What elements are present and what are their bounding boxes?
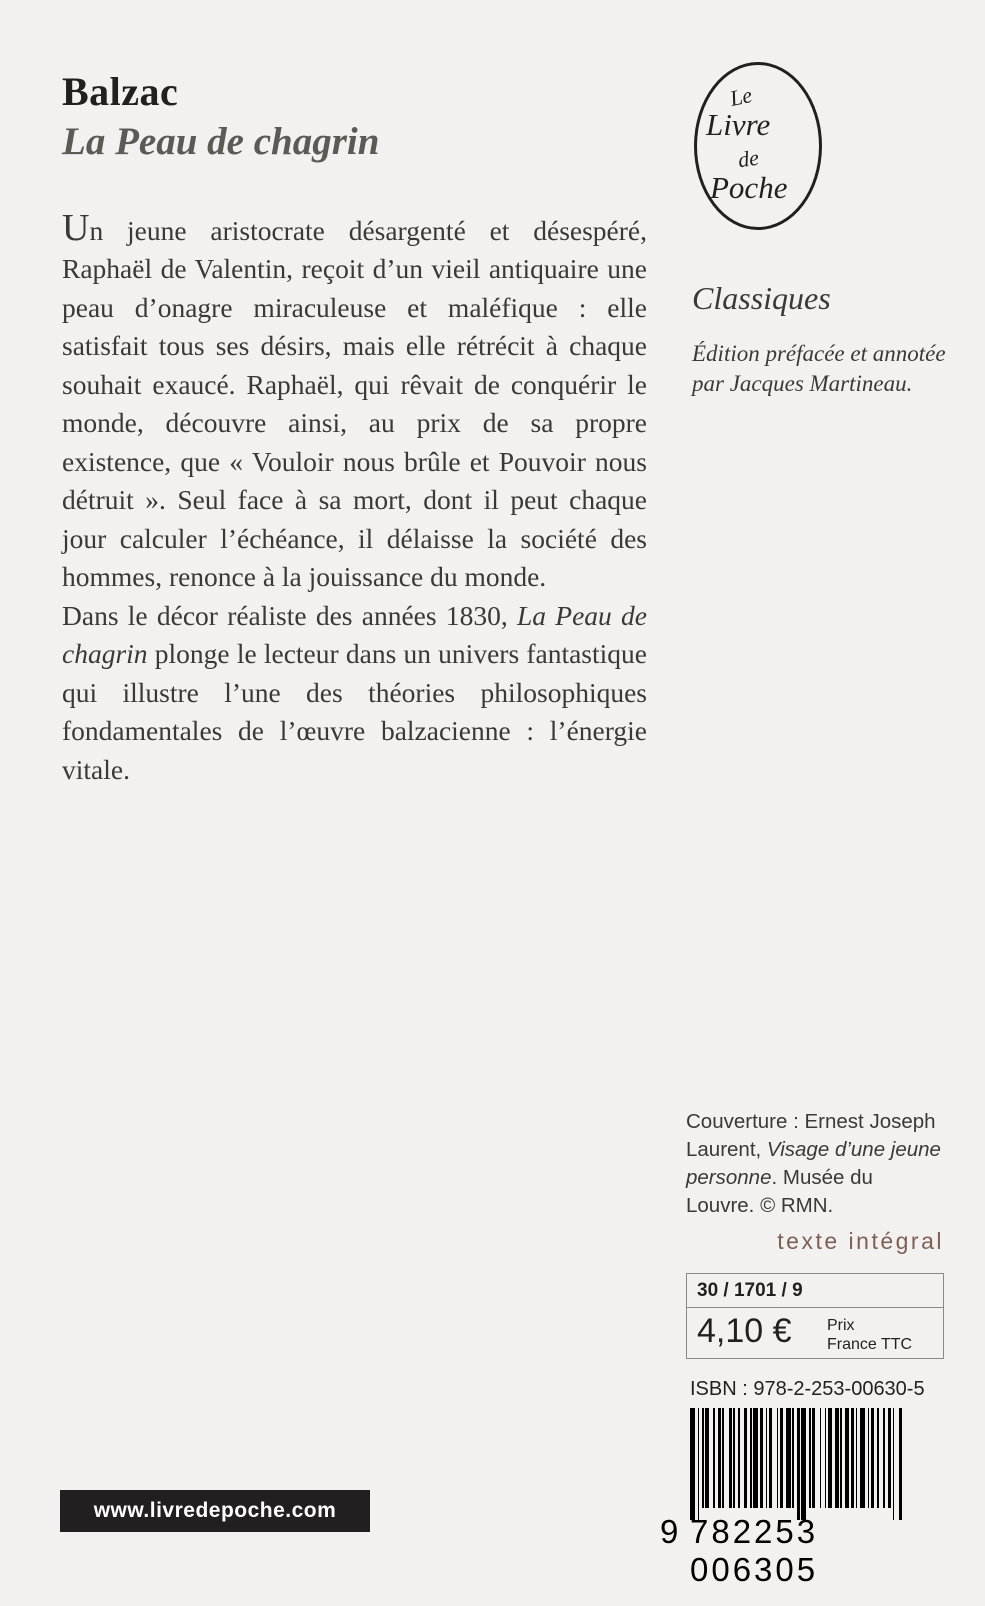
edition-note: Édition préfacée et annotée par Jacques Martineau. (692, 341, 946, 396)
blurb-p2-part2: plonge le lecteur dans un univers fantastique qui illustre l’une des théories philosophiques fondamentales de l’œuvre balzacienne : l’énergie vitale. (62, 638, 647, 785)
barcode-bars (690, 1408, 948, 1520)
book-title: La Peau de chagrin (62, 120, 380, 163)
logo-text (694, 62, 822, 230)
price-code: 30 / 1701 / 9 (697, 1280, 803, 1301)
blurb-paragraph-2 (62, 597, 647, 790)
cover-credit-artwork-2: d’une jeune personne (686, 1138, 941, 1189)
cover-credit-artwork-punct: . (771, 1166, 778, 1189)
barcode (660, 1408, 948, 1588)
cover-credit (686, 1108, 944, 1220)
blurb-paragraph-1: Un jeune aristocrate désargenté et désespéré, Raphaël de Valentin, reçoit d’un vieil antiquaire une peau d’onagre miraculeuse et maléfique : elle satisfait tous ses désirs, mais elle rétrécit à chaque souhait exaucé. Raphaël, qui rêvait de conquérir le monde, découvre ainsi, au prix de sa propre existence, que « Vouloir nous brûle et Pouvoir nous détruit ». Seul face à sa mort, dont il peut chaque jour calculer l’échéance, il délaisse la société des hommes, renonce à la jouissance du monde. (62, 206, 647, 593)
cover-credit-line-2: Joseph Laurent, (686, 1110, 936, 1161)
publisher-column (684, 62, 946, 399)
price-label-line-1: Prix (827, 1317, 855, 1334)
texte-integral-label: texte intégral (777, 1228, 944, 1254)
price-divider (687, 1307, 943, 1308)
author-name: Balzac (62, 69, 179, 114)
blurb-p2-part1: Dans le décor réaliste des années 1830, (62, 599, 517, 631)
logo-line-livre: Livre (706, 107, 771, 142)
logo-line-de: de (736, 144, 761, 173)
blurb-text (62, 206, 647, 790)
isbn-text: ISBN : 978-2-253-00630-5 (690, 1378, 925, 1400)
blurb-p2-title: La Peau de chagrin (62, 599, 647, 670)
price-label-line-2: France TTC (827, 1336, 913, 1353)
website-badge[interactable] (60, 1490, 370, 1532)
price-label (827, 1316, 912, 1354)
website-url: www.livredepoche.com (93, 1499, 337, 1522)
cover-credit-artwork-1: Visage (766, 1138, 830, 1161)
cover-credit-line-4: Musée du Louvre. © RMN. (686, 1166, 873, 1217)
price-box (686, 1273, 944, 1359)
price-value: 4,10 € (697, 1312, 792, 1350)
publisher-logo (694, 62, 826, 232)
cover-credit-line-1: Couverture : Ernest (686, 1110, 864, 1133)
barcode-lead-digit: 9 (660, 1513, 682, 1550)
barcode-bar (902, 1408, 904, 1520)
blurb-column (62, 70, 647, 789)
barcode-main-digits: 782253 006305 (690, 1513, 819, 1588)
logo-line-poche: Poche (710, 170, 788, 205)
logo-line-le: Le (727, 81, 755, 112)
collection-name: Classiques (692, 280, 831, 316)
